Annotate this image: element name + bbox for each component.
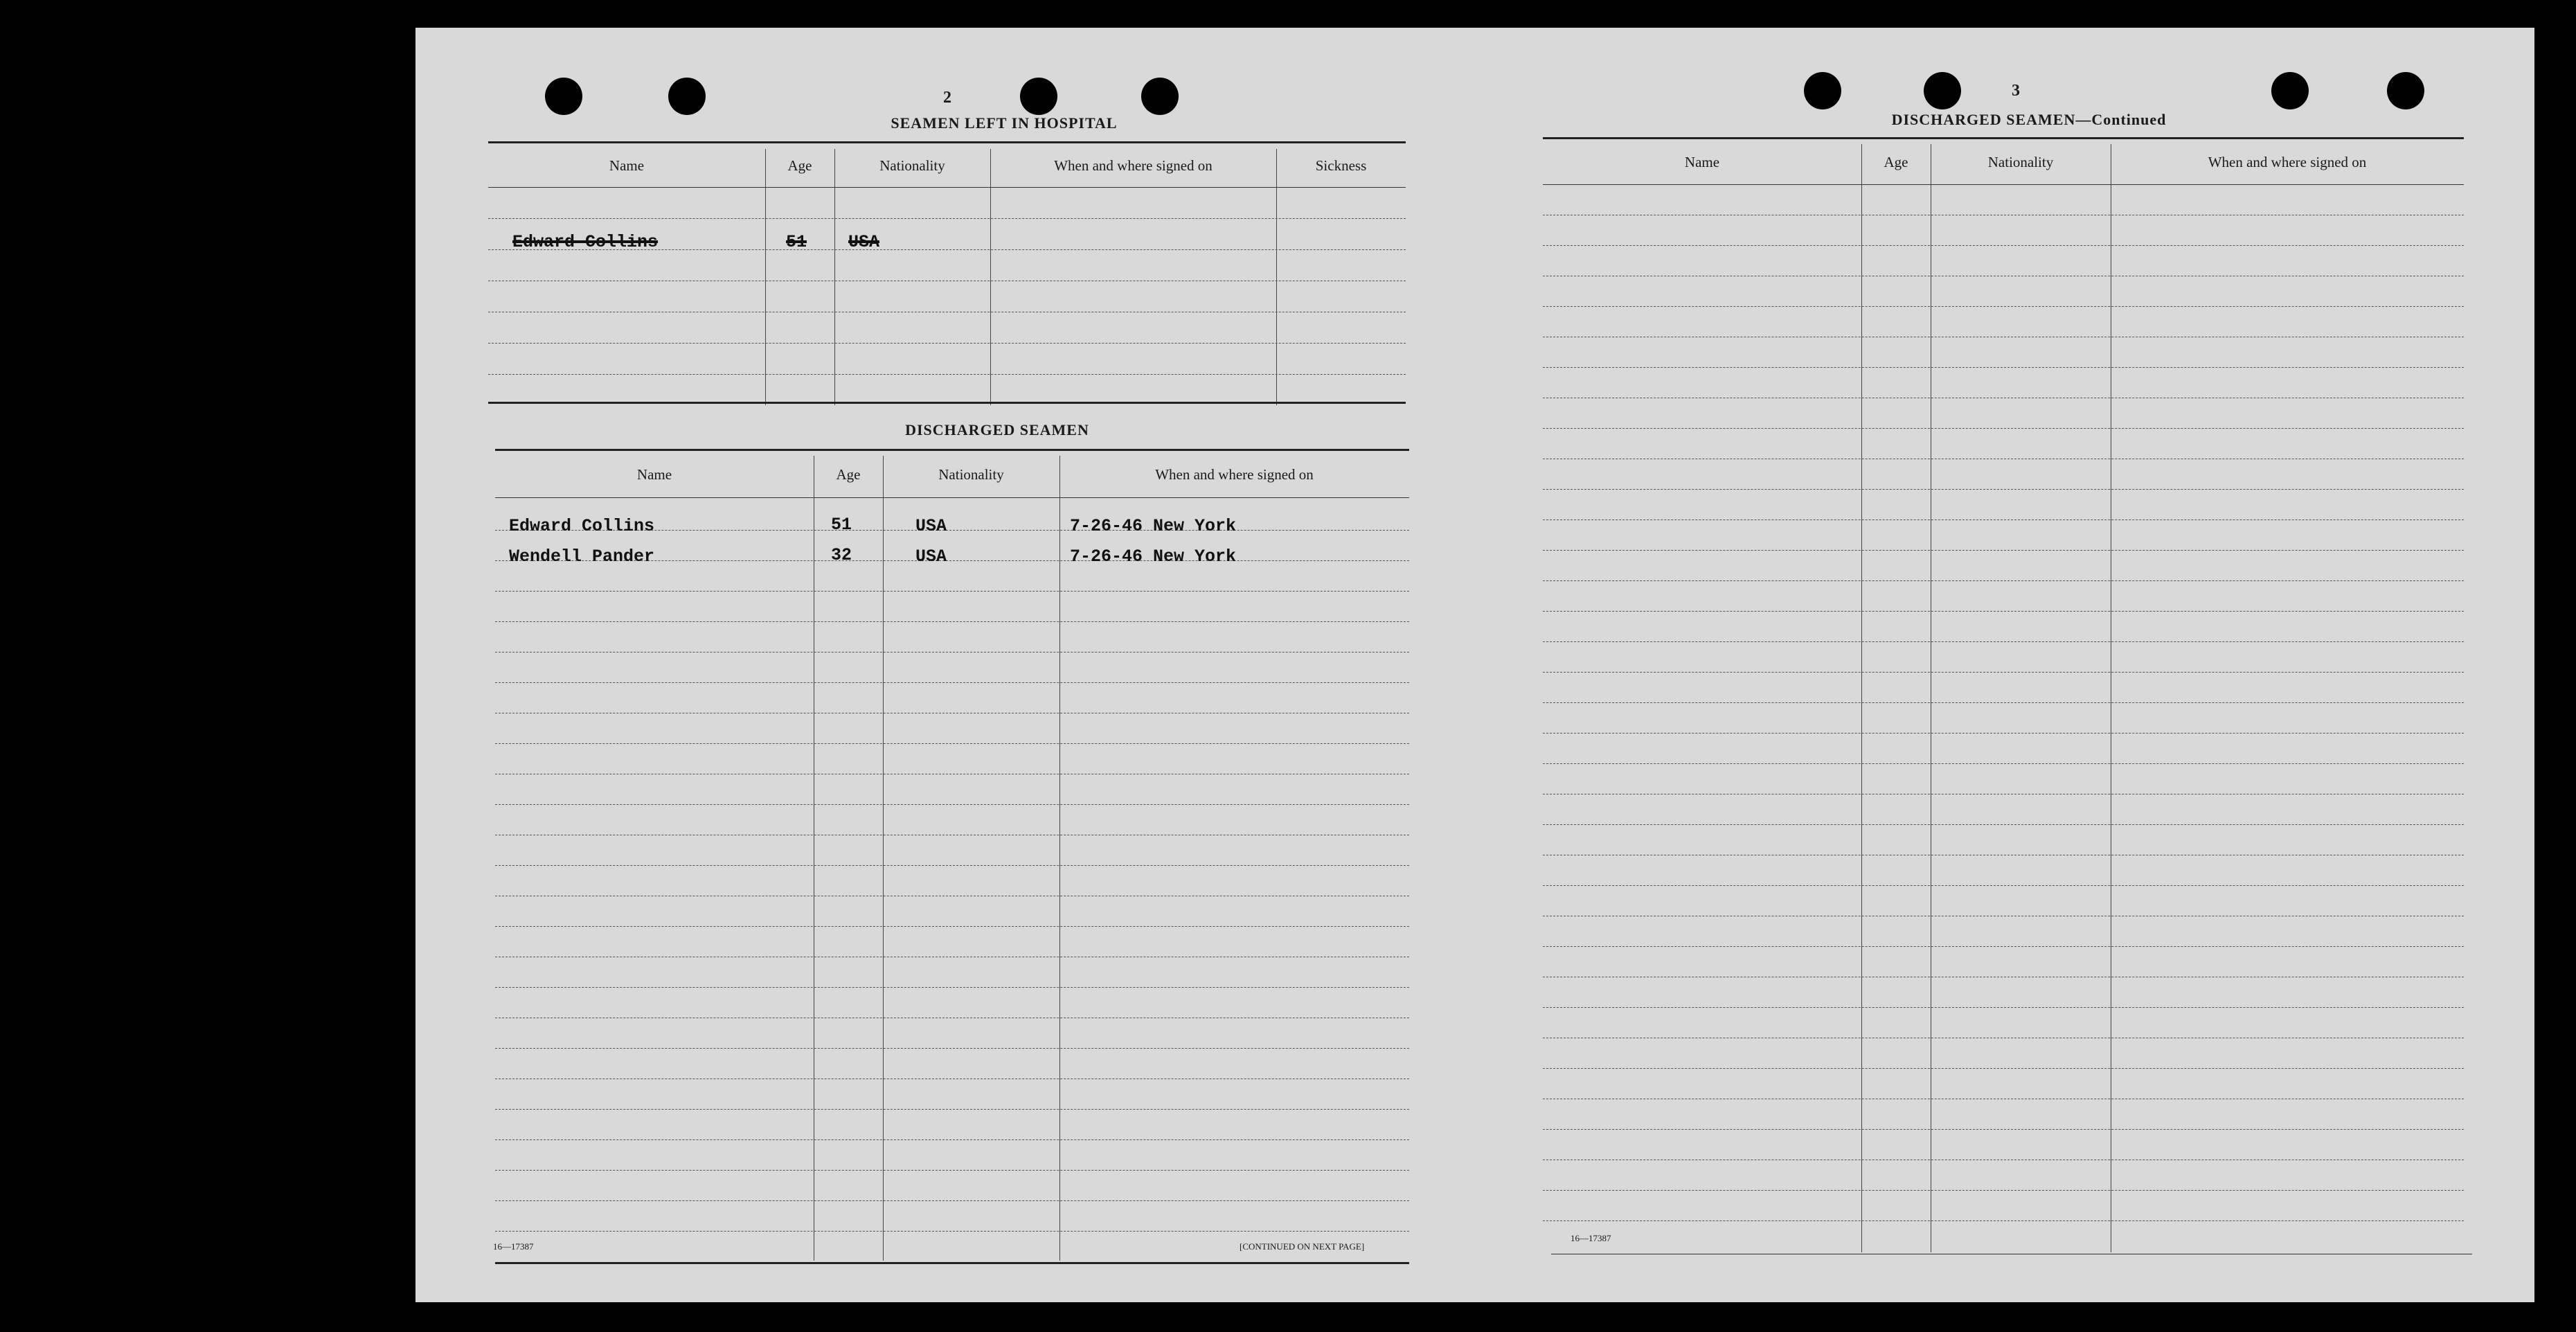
row-line (495, 743, 1409, 744)
punch-hole (1020, 78, 1057, 115)
discharged-continued-title: DISCHARGED SEAMEN—Continued (1891, 111, 2167, 128)
punch-hole (545, 78, 582, 115)
hospital-nationality-cell: USA (848, 232, 880, 252)
column-header: When and where signed on (1054, 157, 1213, 174)
punch-hole (1141, 78, 1179, 115)
discharged-nationality-cell: USA (915, 516, 947, 536)
row-line (1543, 1007, 2464, 1008)
row-line (1543, 580, 2464, 581)
column-header: Nationality (879, 157, 945, 174)
column-divider (1276, 149, 1277, 405)
row-line (495, 987, 1409, 988)
row-line (495, 621, 1409, 622)
table-top-rule (488, 141, 1406, 143)
column-header: When and where signed on (2208, 154, 2367, 170)
row-line (1543, 245, 2464, 246)
row-line (495, 1048, 1409, 1049)
discharged-name-cell: Wendell Pander (509, 547, 655, 567)
continued-note: [CONTINUED ON NEXT PAGE] (1240, 1241, 1365, 1252)
row-line (488, 343, 1406, 344)
row-line (1543, 946, 2464, 947)
column-header: When and where signed on (1155, 466, 1314, 483)
column-header: Name (609, 157, 645, 174)
table-bottom-rule (495, 1262, 1409, 1264)
page-number: 3 (2012, 82, 2020, 100)
table-header-rule (488, 187, 1406, 188)
row-line (1543, 1129, 2464, 1130)
discharged-section-title: DISCHARGED SEAMEN (905, 421, 1089, 438)
punch-hole (2271, 72, 2309, 109)
row-line (1543, 550, 2464, 551)
hospital-name-cell: Edward Collins (512, 232, 659, 252)
row-line (1543, 367, 2464, 368)
discharged-signed-on-cell: 7-26-46 New York (1070, 547, 1237, 567)
row-line (1543, 489, 2464, 490)
row-line (495, 926, 1409, 927)
discharged-name-cell: Edward Collins (509, 516, 655, 536)
column-header: Age (836, 466, 861, 483)
hospital-section-title: SEAMEN LEFT IN HOSPITAL (891, 114, 1118, 132)
column-divider (834, 149, 835, 405)
row-line (495, 1170, 1409, 1171)
column-header: Age (787, 157, 812, 174)
row-line (1543, 885, 2464, 886)
punch-hole (668, 78, 706, 115)
form-number: 16—17387 (493, 1241, 534, 1252)
row-line (488, 218, 1406, 219)
table-header-rule (495, 497, 1409, 498)
row-line (1543, 1068, 2464, 1069)
discharged-age-cell: 32 (831, 545, 852, 565)
row-line (1543, 611, 2464, 612)
row-line (1543, 306, 2464, 307)
document-sheet (415, 28, 2534, 1302)
row-line (1543, 428, 2464, 429)
punch-hole (1924, 72, 1961, 109)
row-line (495, 865, 1409, 866)
row-line (495, 1231, 1409, 1232)
row-line (495, 1139, 1409, 1140)
row-line (495, 804, 1409, 805)
row-line (488, 374, 1406, 375)
table-top-rule (495, 449, 1409, 451)
form-number: 16—17387 (1571, 1233, 1611, 1243)
discharged-nationality-cell: USA (915, 547, 947, 567)
column-header: Age (1884, 154, 1908, 170)
row-line (495, 1078, 1409, 1079)
row-line (495, 1200, 1409, 1201)
row-line (1543, 702, 2464, 703)
column-divider (1861, 144, 1862, 1252)
row-line (1543, 1190, 2464, 1191)
column-header: Sickness (1315, 157, 1367, 174)
discharged-signed-on-cell: 7-26-46 New York (1070, 516, 1237, 536)
punch-hole (2387, 72, 2424, 109)
column-header: Nationality (938, 466, 1004, 483)
table-header-rule (1543, 184, 2464, 185)
column-header: Name (636, 466, 672, 483)
row-line (1543, 733, 2464, 734)
row-line (495, 1109, 1409, 1110)
table-bottom-rule (488, 402, 1406, 404)
row-line (1543, 672, 2464, 673)
column-divider (765, 149, 766, 405)
punch-hole (1804, 72, 1841, 109)
row-line (1543, 641, 2464, 642)
hospital-age-cell: 51 (786, 232, 807, 252)
row-line (1543, 763, 2464, 764)
row-line (1543, 1220, 2464, 1221)
table-top-rule (1543, 137, 2464, 139)
discharged-age-cell: 51 (831, 515, 852, 535)
row-line (495, 591, 1409, 592)
column-header: Nationality (1987, 154, 2054, 170)
column-divider (990, 149, 991, 405)
row-line (1543, 824, 2464, 825)
column-header: Name (1684, 154, 1720, 170)
row-line (495, 682, 1409, 683)
page-number: 2 (943, 89, 951, 107)
